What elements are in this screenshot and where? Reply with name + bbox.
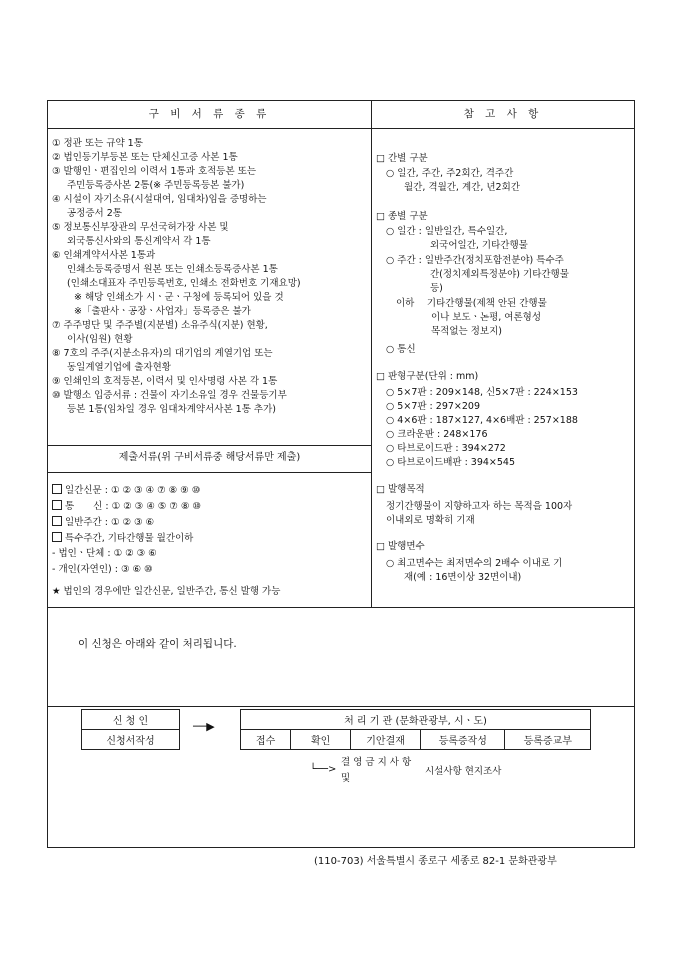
submit-item-label: 통 신 : ① ② ③ ④ ⑤ ⑦ ⑧ ⑩ [65, 501, 201, 512]
applicant-label: 신 청 인 [82, 710, 180, 730]
note-line: 이나 보도ㆍ논평, 여론형성 [431, 312, 542, 323]
header-notes: 참 고 사 항 [372, 101, 634, 129]
agency-label: 처 리 기 관 (문화관광부, 시ㆍ도) [241, 710, 591, 730]
doc-line: 등본 1통(임차일 경우 임대차계약서사본 1통 추가) [67, 404, 276, 415]
agency-table [240, 709, 591, 750]
doc-line: 이사(임원) 현황 [67, 334, 133, 345]
note-line: □ 판형구분(단위 : mm) [376, 371, 479, 382]
branch-text-b: 및 [341, 773, 351, 784]
column-divider [371, 101, 372, 607]
doc-line: 주민등록증사본 2통(※ 주민등록등본 불가) [67, 180, 245, 191]
note-line: ○ 주간 : 일반주간(정치포함전분야) 특수주 [386, 255, 564, 266]
branch-text-a: 결 영 금 지 사 항 [341, 757, 412, 768]
flow-arrow-icon: ──▶ [193, 720, 215, 733]
note-line: 이내외로 명확히 기재 [386, 515, 475, 526]
doc-line: ※「출판사ㆍ공장ㆍ사업자」등록증은 불가 [74, 306, 251, 317]
note-line: ○ 크라운판 : 248×176 [386, 429, 488, 440]
doc-line: ④ 시설이 자기소유(시설대여, 임대차)임을 증명하는 [52, 194, 267, 205]
step-confirm: 확인 [291, 730, 351, 750]
doc-line: ※ 해당 인쇄소가 시ㆍ군ㆍ구청에 등록되어 있을 것 [74, 292, 284, 303]
doc-line: ⑥ 인쇄계약서사본 1통과 [52, 250, 156, 261]
note-line: □ 간별 구분 [376, 153, 428, 164]
note-line: □ 종별 구분 [376, 211, 428, 222]
note-line: ○ 5×7판 : 209×148, 신5×7판 : 224×153 [386, 387, 578, 398]
doc-line: ⑤ 정보통신부장관의 무선국허가장 사본 및 [52, 222, 229, 233]
note-line: 등) [430, 283, 443, 294]
step-cert-issue: 등록증교부 [505, 730, 591, 750]
doc-line: ① 정관 또는 규약 1통 [52, 138, 143, 149]
note-line: 목적없는 정보지) [431, 326, 502, 337]
submit-title: 제출서류(위 구비서류중 해당서류만 제출) [118, 452, 301, 463]
note-line: ○ 최고면수는 최저면수의 2배수 이내로 기 [386, 558, 563, 569]
note-line: □ 발행면수 [376, 541, 425, 552]
doc-line: 인쇄소등록증명서 원본 또는 인쇄소등록증사본 1통 [67, 264, 278, 275]
doc-line: 외국통신사와의 통신계약서 각 1통 [67, 236, 211, 247]
submit-note: ★ 법인의 경우에만 일간신문, 일반주간, 통신 발행 가능 [52, 586, 281, 597]
doc-line: ⑨ 인쇄인의 호적등본, 이력서 및 인사명령 사본 각 1통 [52, 376, 278, 387]
divider [48, 445, 371, 446]
divider [48, 472, 371, 473]
note-line: □ 발행목적 [376, 484, 425, 495]
branch-arrow-icon: └──> [310, 764, 337, 775]
step-approval: 기안결재 [351, 730, 421, 750]
note-line: ○ 타브로이드판 : 394×272 [386, 443, 506, 454]
note-line: ○ 일간, 주간, 주2회간, 격주간 [386, 168, 514, 179]
doc-line: ③ 발행인ㆍ편집인의 이력서 1통과 호적등본 또는 [52, 166, 257, 177]
doc-line: ⑧ 7호의 주주(지분소유자)의 대기업의 계열기업 또는 [52, 348, 273, 359]
note-line: ○ 4×6판 : 187×127, 4×6배판 : 257×188 [386, 415, 578, 426]
divider [48, 706, 634, 707]
note-line: 이하 기타간행물(제책 안된 간행물 [396, 298, 547, 309]
submit-item-weekly [52, 516, 154, 529]
note-line: ○ 5×7판 : 297×209 [386, 401, 480, 412]
submit-item-special [52, 532, 193, 545]
applicant-table [81, 709, 180, 750]
note-line: 재(예 : 16면이상 32면이내) [404, 572, 522, 583]
branch-text-c: 시설사항 현지조사 [425, 766, 502, 777]
checkbox[interactable] [52, 516, 62, 526]
submit-item-label: 특수주간, 기타간행물 월간이하 [65, 533, 194, 544]
step-cert-create: 등록증작성 [420, 730, 505, 750]
note-line: 외국어일간, 기타간행물 [430, 240, 528, 251]
applicant-step: 신청서작성 [82, 730, 180, 750]
doc-line: ⑩ 발행소 입증서류 : 건물이 자기소유일 경우 건물등기부 [52, 390, 287, 401]
note-line: ○ 타브로이드배판 : 394×545 [386, 457, 516, 468]
note-line: ○ 일간 : 일반일간, 특수일간, [386, 226, 508, 237]
header-required-docs: 구 비 서 류 종 류 [48, 101, 371, 129]
doc-line: (인쇄소대표자 주민등록번호, 인쇄소 전화번호 기재요망) [67, 278, 301, 289]
checkbox[interactable] [52, 500, 62, 510]
note-line: 월간, 격월간, 계간, 년2회간 [404, 182, 520, 193]
divider [48, 607, 634, 608]
submit-item-corp: - 법인ㆍ단체 : ① ② ③ ⑥ [52, 548, 157, 559]
note-line: 간(정치제외특정분야) 기타간행물 [430, 269, 569, 280]
checkbox[interactable] [52, 532, 62, 542]
note-line: ○ 통신 [386, 344, 416, 355]
note-line: 정기간행물이 지향하고자 하는 목적을 100자 [386, 501, 573, 512]
submit-item-individual: - 개인(자연인) : ③ ⑥ ⑩ [52, 564, 153, 575]
submit-item-news-agency [52, 500, 201, 513]
doc-line: ⑦ 주주명단 및 주주별(지분별) 소유주식(지분) 현황, [52, 320, 268, 331]
checkbox[interactable] [52, 484, 62, 494]
process-intro: 이 신청은 아래와 같이 처리됩니다. [78, 638, 237, 650]
submit-item-label: 일반주간 : ① ② ③ ⑥ [65, 517, 155, 528]
step-receipt: 접수 [241, 730, 291, 750]
submit-item-label: 일간신문 : ① ② ③ ④ ⑦ ⑧ ⑨ ⑩ [65, 485, 201, 496]
doc-line: 동일계열기업에 출자현황 [67, 362, 171, 373]
footer-address: (110-703) 서울특별시 종로구 세종로 82-1 문화관광부 [314, 856, 557, 867]
submit-item-daily [52, 484, 200, 497]
doc-line: 공정증서 2통 [67, 208, 122, 219]
doc-line: ② 법인등기부등본 또는 단체신고증 사본 1통 [52, 152, 238, 163]
